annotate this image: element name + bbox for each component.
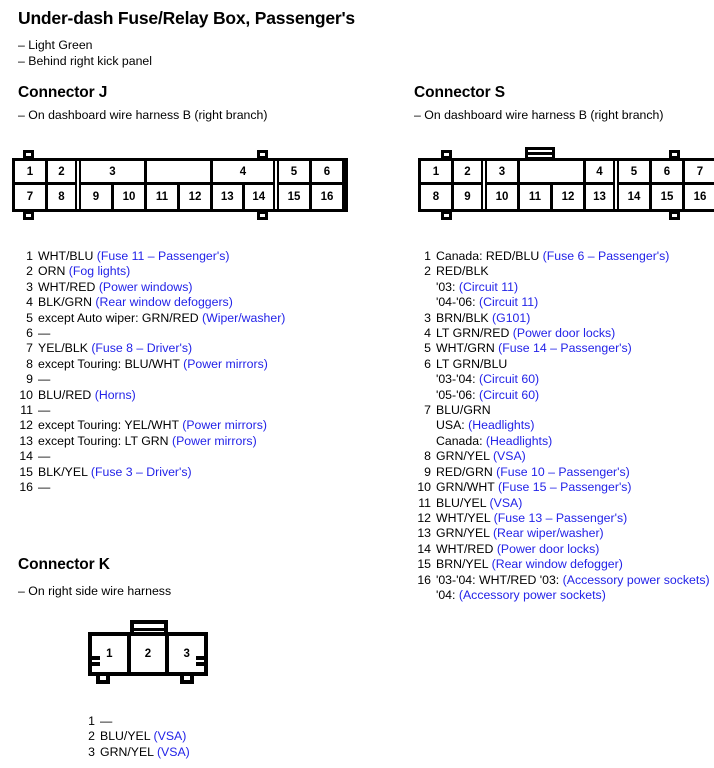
pin-number: 15 xyxy=(417,557,431,572)
connector-s-diagram xyxy=(418,158,714,212)
pin-row xyxy=(16,341,285,356)
pin-body xyxy=(38,480,50,495)
wire-color: BLU/YEL xyxy=(100,729,151,744)
pin-cell: 11 xyxy=(147,185,180,209)
connector-shell xyxy=(12,158,348,212)
pin-cell: 8 xyxy=(48,185,75,209)
pin-number: 13 xyxy=(19,433,33,448)
pin-cell: 4 xyxy=(213,161,273,185)
pin-sub-row xyxy=(414,280,710,295)
pin-body xyxy=(38,403,50,418)
pin-number: 5 xyxy=(26,310,33,325)
pin-cell: 3 xyxy=(81,161,144,185)
wire-color: WHT/RED xyxy=(38,279,96,294)
circuit-name: (VSA) xyxy=(492,449,526,464)
pin-body xyxy=(436,311,530,326)
circuit-name: (Fuse 11 – Passenger's) xyxy=(96,249,230,263)
connector-k-subtitle: – On right side wire harness xyxy=(18,584,172,598)
wire-color: WHT/RED xyxy=(436,541,494,556)
pin-body xyxy=(436,557,623,572)
pin-number: 14 xyxy=(417,541,431,556)
pin-row xyxy=(414,341,710,356)
circuit-name: (Power mirrors) xyxy=(183,356,268,371)
circuit-name: (Accessory power sockets) xyxy=(458,587,606,602)
circuit-name: (Rear window defoggers) xyxy=(95,295,233,310)
circuit-name: (VSA) xyxy=(489,495,523,510)
connector-column xyxy=(454,161,487,209)
connector-column xyxy=(147,161,213,209)
pin-number: 5 xyxy=(424,341,431,356)
pin-cell: 6 xyxy=(312,161,342,185)
pin-number: 3 xyxy=(424,310,431,325)
pin-cell: 2 xyxy=(48,161,75,185)
pin-cell: 1 xyxy=(15,161,45,185)
wire-color: — xyxy=(38,449,51,464)
pin-cell: 16 xyxy=(685,185,714,209)
pin-cell: 12 xyxy=(180,185,210,209)
pin-body xyxy=(38,280,192,295)
wire-color: GRN/YEL xyxy=(436,526,490,541)
connector-column xyxy=(619,161,652,209)
wire-color: BRN/YEL xyxy=(436,557,489,572)
pin-cell: 10 xyxy=(114,185,144,209)
pin-row xyxy=(414,542,710,557)
circuit-name: (G101) xyxy=(492,310,531,325)
pin-number: 16 xyxy=(417,572,431,587)
pin-row xyxy=(414,496,710,511)
blank-cell xyxy=(147,161,210,185)
pin-number: 8 xyxy=(26,356,33,371)
mounting-foot xyxy=(180,676,194,684)
pin-cell: 9 xyxy=(81,185,114,209)
wire-color: — xyxy=(38,480,51,495)
page-note-color: – Light Green xyxy=(18,38,93,52)
connector-column xyxy=(421,161,454,209)
pin-body xyxy=(436,480,632,495)
pin-number: 7 xyxy=(424,403,431,418)
pin-number: 12 xyxy=(417,510,431,525)
circuit-name: (Power windows) xyxy=(98,279,193,294)
wire-color: WHT/BLU xyxy=(38,249,94,263)
pin-sub-row xyxy=(414,295,710,310)
pin-row xyxy=(16,465,285,480)
pin-cell: 5 xyxy=(279,161,309,185)
pin-cell: 14 xyxy=(619,185,649,209)
connector-column xyxy=(685,161,714,209)
pin-cell: 13 xyxy=(586,185,613,209)
pin-body xyxy=(38,357,268,372)
pin-number: 6 xyxy=(26,326,33,341)
pin-number: 12 xyxy=(19,418,33,433)
pin-number: 14 xyxy=(19,449,33,464)
variant-label: '04: xyxy=(436,587,456,602)
variant-label: '04-'06: xyxy=(436,295,476,310)
pin-row xyxy=(16,372,285,387)
pin-sub-row xyxy=(414,372,710,387)
pin-row xyxy=(16,357,285,372)
pin-body xyxy=(38,264,130,279)
variant-label: '05-'06: xyxy=(436,387,476,402)
pin-body xyxy=(436,249,669,264)
pin-cell: 2 xyxy=(131,636,170,672)
circuit-name: (Fuse 6 – Passenger's) xyxy=(542,249,670,263)
pin-cell: 16 xyxy=(312,185,342,209)
wire-color: — xyxy=(38,403,51,418)
pin-row xyxy=(16,295,285,310)
pin-row xyxy=(16,249,285,264)
pin-cell: 1 xyxy=(92,636,131,672)
pin-cell: 8 xyxy=(421,185,451,209)
wire-color: except Touring: YEL/WHT xyxy=(38,418,179,433)
pin-row xyxy=(414,526,710,541)
wire-color: WHT/GRN xyxy=(436,341,495,356)
pin-cell: 7 xyxy=(15,185,45,209)
connector-j-title: Connector J xyxy=(18,84,108,101)
pin-cell: 5 xyxy=(619,161,649,185)
circuit-name: (Fuse 10 – Passenger's) xyxy=(496,464,630,479)
pin-row xyxy=(414,264,710,279)
connector-shell xyxy=(418,158,714,212)
pin-number: 4 xyxy=(26,295,33,310)
pin-number: 1 xyxy=(424,249,431,263)
connector-s-subtitle: – On dashboard wire harness B (right branch) xyxy=(414,108,664,122)
connector-s-title: Connector S xyxy=(414,84,506,101)
connector-k-diagram xyxy=(88,620,208,676)
pin-cell: 15 xyxy=(279,185,309,209)
pin-number: 15 xyxy=(19,464,33,479)
pin-number: 10 xyxy=(19,387,33,402)
pin-number: 13 xyxy=(417,526,431,541)
pin-cell: 3 xyxy=(183,648,190,660)
page-note-location: – Behind right kick panel xyxy=(18,54,152,68)
wire-color: BLK/GRN xyxy=(38,295,92,310)
connector-column xyxy=(487,161,520,209)
pin-row xyxy=(414,403,710,418)
connector-k-notch-right xyxy=(196,656,208,666)
pin-row xyxy=(414,311,710,326)
mounting-tab xyxy=(257,150,268,159)
circuit-name: (Fuse 13 – Passenger's) xyxy=(493,510,628,525)
connector-k-notch-left xyxy=(88,656,100,666)
pin-cell: 10 xyxy=(487,185,517,209)
pin-cell: 9 xyxy=(454,185,481,209)
connector-j-subtitle: – On dashboard wire harness B (right branch) xyxy=(18,108,268,122)
pin-cell: 3 xyxy=(487,161,517,185)
connector-column xyxy=(81,161,147,209)
pin-number: 2 xyxy=(88,729,95,744)
pin-body xyxy=(436,526,604,541)
pin-row xyxy=(16,418,285,433)
circuit-name: (Fuse 8 – Driver's) xyxy=(91,341,193,356)
pin-number: 3 xyxy=(88,744,95,759)
wire-color: except Touring: BLU/WHT xyxy=(38,356,180,371)
pin-body xyxy=(436,403,491,418)
pin-body xyxy=(38,295,233,310)
connector-column xyxy=(48,161,81,209)
pin-number: 1 xyxy=(26,249,33,263)
mounting-tab xyxy=(669,150,680,159)
mounting-tab xyxy=(257,211,268,220)
pin-body xyxy=(38,418,267,433)
wire-color: '03-'04: WHT/RED '03: xyxy=(436,572,560,587)
pin-row xyxy=(414,573,710,588)
pin-body xyxy=(436,465,630,480)
connector-column xyxy=(652,161,685,209)
wire-color: GRN/YEL xyxy=(436,449,490,464)
pin-row xyxy=(414,480,710,495)
pin-cell: 7 xyxy=(685,161,714,185)
circuit-name: (Power door locks) xyxy=(512,326,616,341)
blank-cell xyxy=(520,161,583,185)
pin-row xyxy=(16,326,285,341)
circuit-name: (Fuse 14 – Passenger's) xyxy=(498,341,632,356)
pin-row xyxy=(414,449,710,464)
page-title: Under-dash Fuse/Relay Box, Passenger's xyxy=(18,8,355,28)
wire-color: LT GRN/BLU xyxy=(436,356,508,371)
connector-k-pin-list xyxy=(78,714,190,760)
connector-k-shell xyxy=(88,632,208,676)
circuit-name: (Fuse 3 – Driver's) xyxy=(90,464,192,479)
pin-cell: 2 xyxy=(454,161,481,185)
wire-color: except Auto wiper: GRN/RED xyxy=(38,310,199,325)
connector-column xyxy=(520,161,586,209)
pin-body xyxy=(100,714,112,729)
pin-row xyxy=(16,449,285,464)
circuit-name: (Wiper/washer) xyxy=(202,310,286,325)
wire-color: — xyxy=(38,326,51,341)
wire-color: LT GRN/RED xyxy=(436,326,510,341)
pin-body xyxy=(100,729,186,744)
pin-body xyxy=(436,511,627,526)
pin-cell: 1 xyxy=(421,161,451,185)
pin-number: 10 xyxy=(417,480,431,495)
circuit-name: (VSA) xyxy=(156,744,190,759)
pin-body xyxy=(38,311,285,326)
circuit-name: (VSA) xyxy=(153,729,187,744)
pin-number: 6 xyxy=(424,356,431,371)
pin-body xyxy=(436,449,526,464)
pin-number: 11 xyxy=(20,403,33,418)
wire-color: WHT/YEL xyxy=(436,510,491,525)
wire-color: except Touring: LT GRN xyxy=(38,433,169,448)
circuit-name: (Circuit 11) xyxy=(479,295,539,310)
wire-color: RED/GRN xyxy=(436,464,493,479)
pin-row xyxy=(78,714,190,729)
circuit-name: (Headlights) xyxy=(485,433,553,448)
pin-number: 1 xyxy=(88,714,95,728)
pin-row xyxy=(414,465,710,480)
wire-color: — xyxy=(100,714,113,728)
pin-number: 9 xyxy=(26,372,33,387)
wire-color: Canada: RED/BLU xyxy=(436,249,540,263)
pin-row xyxy=(78,745,190,760)
circuit-name: (Horns) xyxy=(94,387,136,402)
wire-color: GRN/YEL xyxy=(100,744,154,759)
pin-body xyxy=(436,496,522,511)
connector-column xyxy=(312,161,345,209)
pin-body xyxy=(38,449,50,464)
pin-cell: 11 xyxy=(520,185,553,209)
mounting-tab xyxy=(669,211,680,220)
pin-row xyxy=(16,403,285,418)
circuit-name: (Circuit 11) xyxy=(458,279,519,294)
variant-label: USA: xyxy=(436,418,465,433)
pin-number: 2 xyxy=(26,264,33,279)
pin-number: 8 xyxy=(424,449,431,464)
connector-column xyxy=(213,161,279,209)
pin-row xyxy=(414,249,710,264)
pin-row xyxy=(16,264,285,279)
circuit-name: (Power mirrors) xyxy=(171,433,257,448)
circuit-name: (Rear wiper/washer) xyxy=(492,526,604,541)
wire-color: BLU/YEL xyxy=(436,495,487,510)
connector-j-diagram xyxy=(12,158,348,212)
wire-color: ORN xyxy=(38,264,66,279)
pin-row xyxy=(16,280,285,295)
pin-number: 16 xyxy=(19,480,33,495)
pin-sub-row xyxy=(414,418,710,433)
pin-body xyxy=(100,745,190,760)
wire-color: BRN/BLK xyxy=(436,310,489,325)
wire-color: RED/BLK xyxy=(436,264,489,279)
pin-row xyxy=(414,326,710,341)
pin-number: 7 xyxy=(26,341,33,356)
pin-number: 3 xyxy=(26,279,33,294)
pin-sub-row xyxy=(414,588,710,603)
variant-label: Canada: xyxy=(436,433,483,448)
pin-cell: 4 xyxy=(586,161,613,185)
circuit-name: (Fog lights) xyxy=(68,264,131,279)
pin-cell: 13 xyxy=(213,185,245,209)
pin-body xyxy=(436,573,710,588)
pin-number: 11 xyxy=(418,495,431,510)
connector-column xyxy=(279,161,312,209)
pin-body xyxy=(38,249,229,264)
pin-number: 9 xyxy=(424,464,431,479)
connector-j-pin-list xyxy=(16,249,285,496)
connector-s-pin-list xyxy=(414,249,710,603)
pin-row xyxy=(414,357,710,372)
mounting-tab xyxy=(23,150,34,159)
pin-cell: 6 xyxy=(652,161,682,185)
circuit-name: (Rear window defogger) xyxy=(491,557,623,572)
circuit-name: (Power door locks) xyxy=(496,541,600,556)
pin-body xyxy=(436,357,507,372)
pin-body xyxy=(436,326,615,341)
pin-row xyxy=(414,557,710,572)
pin-body xyxy=(38,465,192,480)
circuit-name: (Circuit 60) xyxy=(479,387,540,402)
pin-row xyxy=(16,311,285,326)
pin-body xyxy=(38,434,257,449)
wire-color: YEL/BLK xyxy=(38,341,88,356)
pin-body xyxy=(436,542,599,557)
mounting-tab xyxy=(23,211,34,220)
variant-label: '03-'04: xyxy=(436,372,476,387)
pin-body xyxy=(38,341,192,356)
pin-row xyxy=(16,434,285,449)
pin-row xyxy=(78,729,190,744)
latch-feature xyxy=(525,147,555,160)
mounting-tab xyxy=(441,150,452,159)
pin-number: 4 xyxy=(424,326,431,341)
wire-color: GRN/WHT xyxy=(436,480,495,495)
connector-k-title: Connector K xyxy=(18,556,110,573)
pin-row xyxy=(16,480,285,495)
connector-column xyxy=(586,161,619,209)
pin-sub-row xyxy=(414,388,710,403)
pin-number: 2 xyxy=(424,264,431,279)
pin-sub-row xyxy=(414,434,710,449)
circuit-name: (Accessory power sockets) xyxy=(562,572,710,587)
wire-color: — xyxy=(38,372,51,387)
circuit-name: (Circuit 60) xyxy=(479,372,540,387)
connector-column xyxy=(15,161,48,209)
variant-label: '03: xyxy=(436,279,456,294)
pin-body xyxy=(38,326,50,341)
pin-body xyxy=(436,341,632,356)
circuit-name: (Headlights) xyxy=(468,418,535,433)
pin-row xyxy=(414,511,710,526)
wire-color: BLU/GRN xyxy=(436,403,491,418)
pin-cell: 14 xyxy=(245,185,274,209)
pin-body xyxy=(38,372,50,387)
wire-color: BLU/RED xyxy=(38,387,92,402)
pin-row xyxy=(16,388,285,403)
wire-color: BLK/YEL xyxy=(38,464,88,479)
pin-body xyxy=(436,264,489,279)
circuit-name: (Fuse 15 – Passenger's) xyxy=(497,480,632,495)
mounting-tab xyxy=(441,211,452,220)
circuit-name: (Power mirrors) xyxy=(182,418,267,433)
mounting-foot xyxy=(96,676,110,684)
pin-cell: 12 xyxy=(553,185,583,209)
pin-body xyxy=(38,388,136,403)
pin-cell: 15 xyxy=(652,185,682,209)
